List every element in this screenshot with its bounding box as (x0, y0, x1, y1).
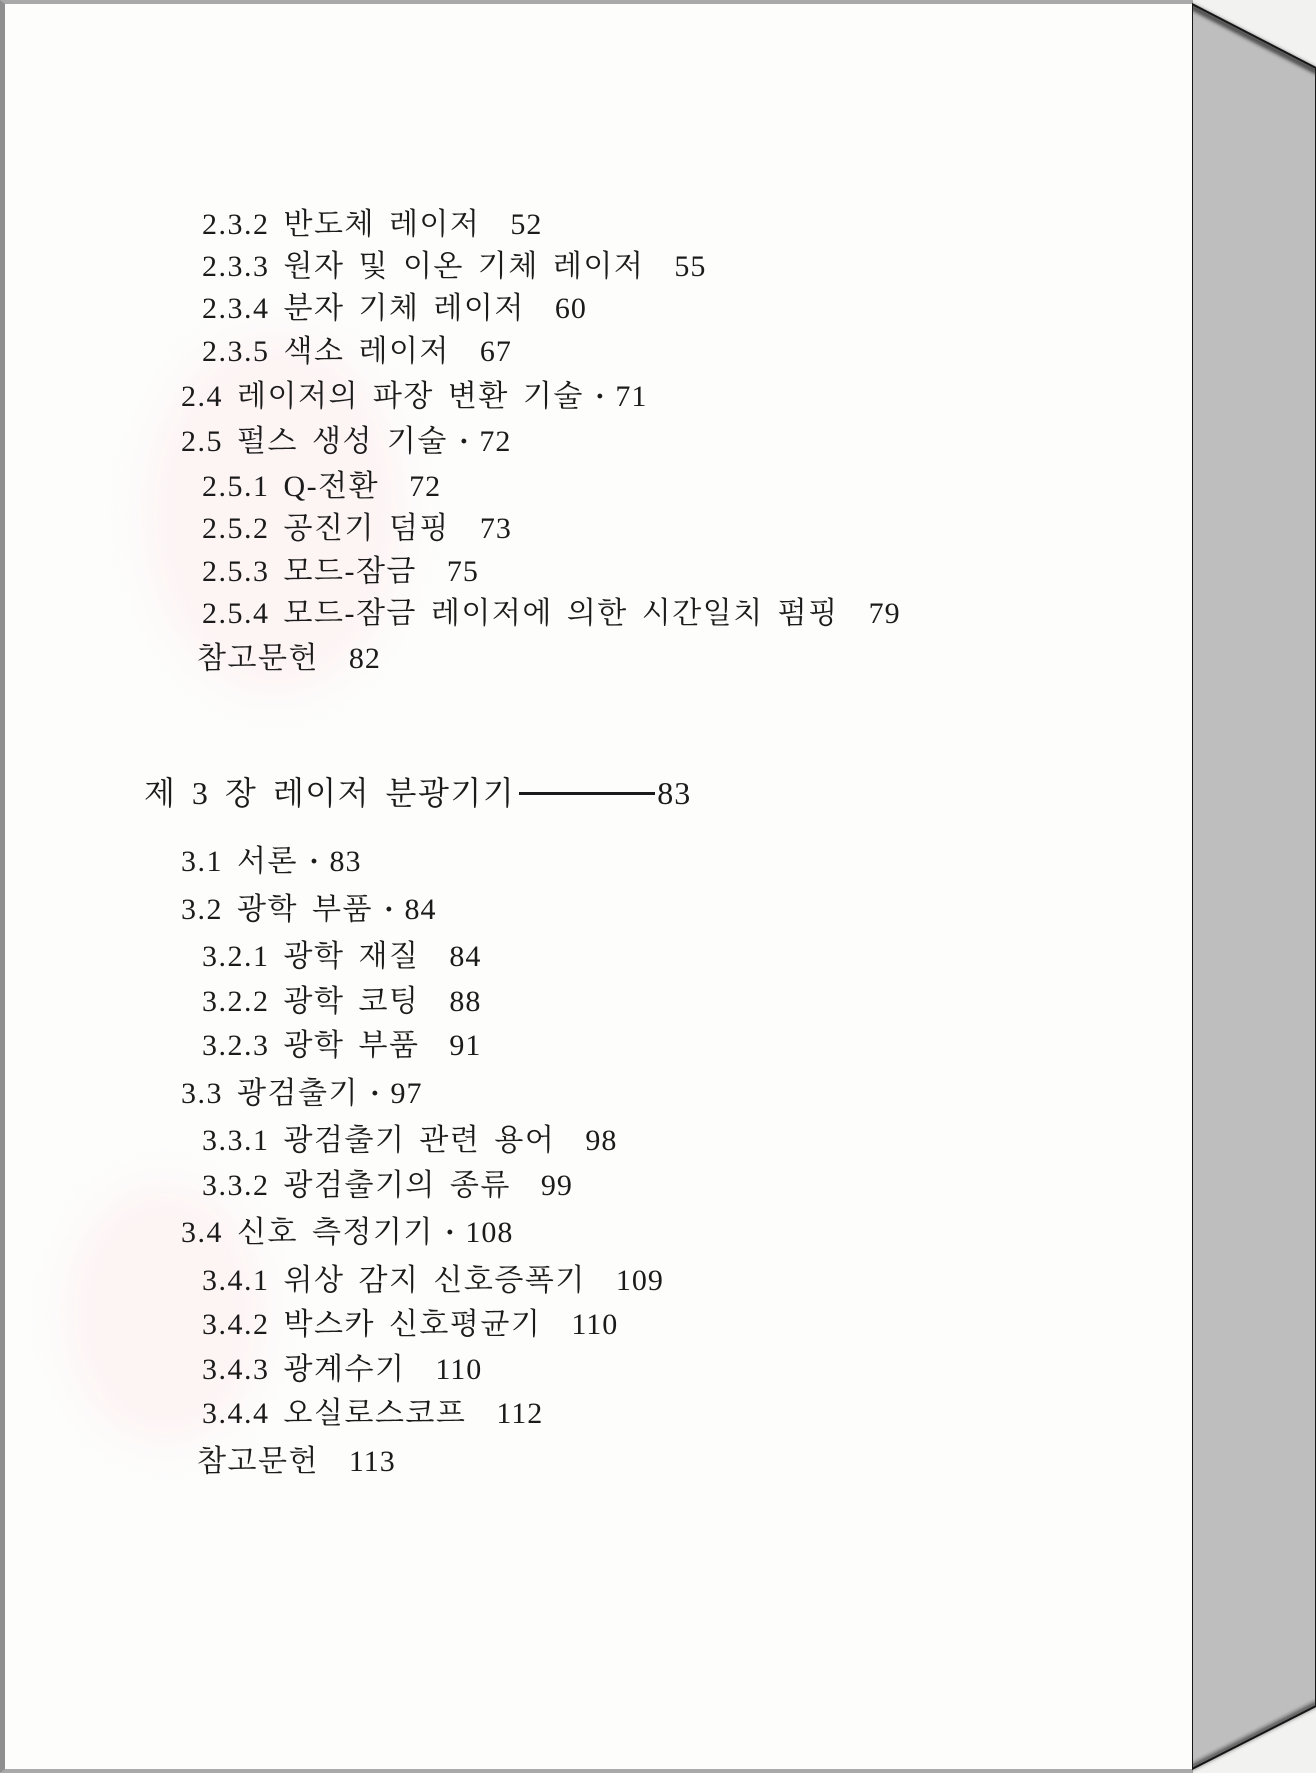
page-edge-face (1192, 4, 1316, 1769)
toc-entry-page: 98 (585, 1124, 618, 1158)
toc-entry-page: 99 (540, 1168, 573, 1202)
chapter-heading (0, 771, 1192, 815)
toc-entry-label: 3.2.2 광학 코팅 (202, 984, 420, 1018)
toc-entry-page: 88 (449, 984, 482, 1018)
toc-entry-page: 72 (479, 424, 512, 458)
toc-entry (0, 421, 1192, 463)
toc-entry (0, 508, 1192, 550)
toc-entry (0, 1072, 1192, 1117)
toc-entry-label: 3.4.1 위상 감지 신호증폭기 (202, 1263, 586, 1297)
dot-separator: · (369, 1076, 382, 1110)
toc-entry-page: 113 (348, 1444, 396, 1478)
toc-entry (0, 288, 1192, 330)
toc-entry (0, 593, 1192, 635)
toc-entry-label: 3.1 서론 (181, 845, 298, 879)
dot-separator: · (594, 379, 607, 413)
toc-entry-label: 3.4 신호 측정기기 (181, 1216, 434, 1250)
toc-entry-label: 3.4.2 박스카 신호평균기 (202, 1308, 542, 1342)
toc-entry (0, 1119, 1192, 1164)
toc-entry-label: 3.3.1 광검출기 관련 용어 (202, 1124, 556, 1158)
toc-entry-page: 112 (496, 1397, 544, 1431)
toc-entry-page: 79 (868, 596, 901, 630)
toc-entry-label: 3.2.1 광학 재질 (202, 940, 420, 974)
toc-entry (0, 1211, 1192, 1256)
toc-entry (0, 1303, 1192, 1348)
book-page-edge (1192, 0, 1316, 1773)
toc-entry-label: 2.3.5 색소 레이저 (202, 334, 450, 368)
toc-entry-label: 2.3.2 반도체 레이저 (202, 208, 481, 241)
toc-entry-label: 3.4.3 광계수기 (202, 1352, 406, 1386)
toc-entry-label: 2.5.4 모드-잠금 레이저에 의한 시간일치 펌핑 (202, 596, 839, 630)
toc-entry (0, 246, 1192, 288)
toc-entry-label: 2.5 펄스 생성 기술 (181, 424, 448, 458)
toc-entry-page: 109 (615, 1263, 664, 1297)
toc-entry (0, 980, 1192, 1025)
toc-entry-page: 72 (409, 470, 442, 504)
toc-entry-page: 91 (449, 1029, 482, 1063)
toc-entry (0, 1392, 1192, 1437)
dot-separator: · (444, 1216, 457, 1250)
dot-separator: · (308, 845, 321, 879)
toc-entry-page: 110 (435, 1352, 483, 1386)
toc-entry-page: 71 (615, 379, 648, 413)
toc-entry-label: 2.3.4 분자 기체 레이저 (202, 292, 525, 326)
toc-entry-page: 55 (674, 250, 707, 284)
toc-entry (0, 1164, 1192, 1209)
toc-entry (0, 935, 1192, 980)
toc-entry-label: 2.5.1 Q-전환 (202, 470, 380, 504)
toc-entry-page: 52 (510, 208, 543, 241)
toc-entry-label: 2.4 레이저의 파장 변환 기술 (181, 379, 584, 413)
table-of-contents (0, 204, 1192, 1487)
toc-entry (0, 466, 1192, 508)
toc-entry-page: 97 (390, 1076, 423, 1110)
toc-entry (0, 204, 1192, 246)
toc-entry (0, 331, 1192, 373)
toc-entry-page: 110 (571, 1308, 619, 1342)
toc-entry-label: 2.3.3 원자 및 이온 기체 레이저 (202, 250, 645, 284)
toc-entry-page: 83 (329, 845, 362, 879)
toc-entry (0, 1259, 1192, 1304)
chapter-heading-page: 83 (657, 775, 692, 812)
toc-entry-page: 82 (348, 641, 381, 675)
dot-separator: · (383, 892, 396, 926)
toc-entry (0, 840, 1192, 885)
toc-entry (0, 376, 1192, 418)
chapter-heading-label: 제 3 장 레이저 분광기기 (144, 775, 516, 812)
toc-entry-references (0, 1440, 1192, 1485)
toc-entry-label: 3.3 광검출기 (181, 1076, 359, 1110)
toc-entry-page: 60 (554, 292, 587, 326)
toc-entry (0, 551, 1192, 593)
toc-entry (0, 1024, 1192, 1069)
toc-entry-page: 108 (465, 1216, 514, 1250)
toc-entry-label: 참고문헌 (197, 641, 319, 675)
dot-separator: · (458, 424, 471, 458)
toc-entry-page: 67 (479, 334, 512, 368)
toc-entry-label: 2.5.2 공진기 덤핑 (202, 512, 450, 546)
toc-entry-label: 3.4.4 오실로스코프 (202, 1397, 467, 1431)
toc-entry-page: 84 (404, 892, 437, 926)
toc-entry-label: 3.2.3 광학 부품 (202, 1029, 420, 1063)
toc-entry-label: 3.2 광학 부품 (181, 892, 373, 926)
toc-entry-label: 2.5.3 모드-잠금 (202, 554, 417, 588)
heading-rule (519, 792, 655, 795)
toc-entry-label: 3.3.2 광검출기의 종류 (202, 1168, 511, 1202)
toc-entry-references (0, 638, 1192, 680)
toc-entry-page: 75 (446, 554, 479, 588)
toc-entry-page: 73 (479, 512, 512, 546)
toc-entry-label: 참고문헌 (197, 1444, 319, 1478)
toc-entry (0, 1348, 1192, 1393)
toc-entry-page: 84 (449, 940, 482, 974)
toc-entry (0, 888, 1192, 933)
